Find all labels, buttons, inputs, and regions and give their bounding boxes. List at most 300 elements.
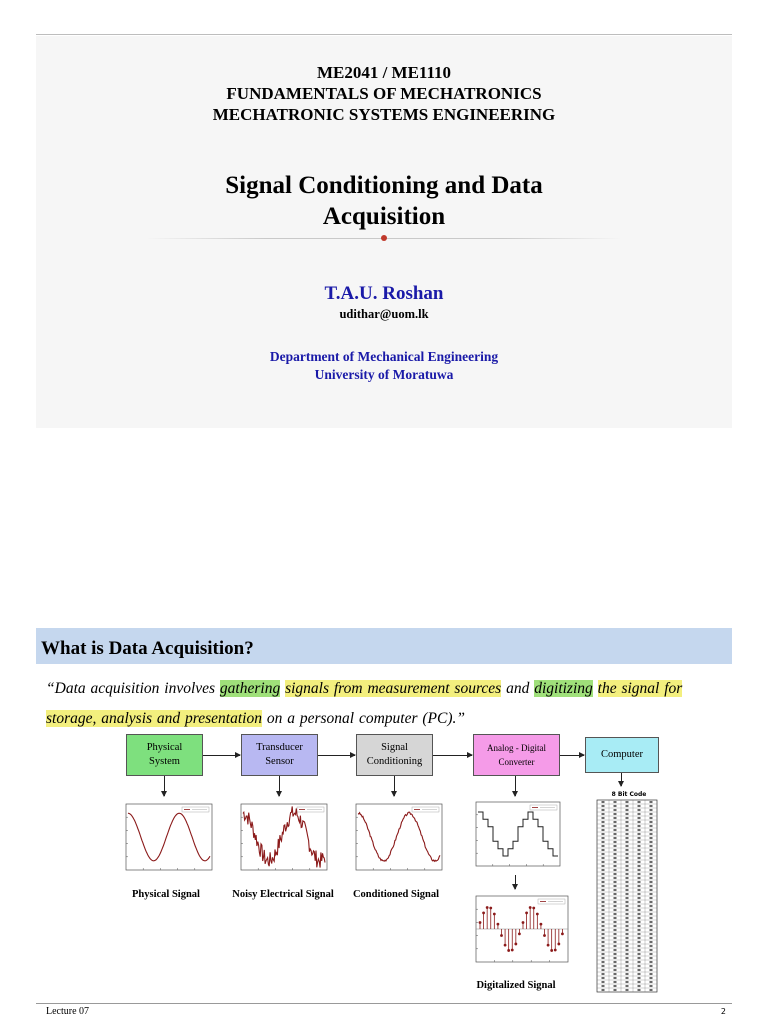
- slide-header-bar: [36, 628, 732, 664]
- table-cell-mark: [614, 813, 617, 815]
- caption-noisy-signal: Noisy Electrical Signal: [232, 889, 334, 900]
- table-cell-mark: [602, 961, 605, 963]
- block-label: Signal: [381, 742, 408, 753]
- course-name: FUNDAMENTALS OF MECHATRONICS: [226, 84, 542, 103]
- quantized-signal-plot: [464, 798, 564, 878]
- table-cell-mark: [626, 889, 629, 891]
- table-cell-mark: [650, 865, 653, 867]
- table-cell-mark: [602, 861, 605, 863]
- table-cell-mark: [602, 973, 605, 975]
- table-cell-mark: [650, 881, 653, 883]
- table-cell-mark: [650, 989, 653, 991]
- table-cell-mark: [650, 805, 653, 807]
- table-cell-mark: [638, 925, 641, 927]
- table-cell-mark: [614, 977, 617, 979]
- table-cell-mark: [614, 817, 617, 819]
- table-cell-mark: [614, 921, 617, 923]
- table-cell-mark: [638, 869, 641, 871]
- table-cell-mark: [650, 877, 653, 879]
- course-header: [36, 62, 732, 125]
- block-label: Transducer: [256, 742, 303, 753]
- table-cell-mark: [626, 813, 629, 815]
- physical-signal-plot: [116, 798, 216, 883]
- table-cell-mark: [638, 857, 641, 859]
- table-cell-mark: [602, 941, 605, 943]
- down-arrow: [164, 776, 165, 796]
- stem-marker: [493, 913, 496, 916]
- table-cell-mark: [650, 869, 653, 871]
- table-cell-mark: [650, 933, 653, 935]
- table-cell-mark: [650, 889, 653, 891]
- table-cell-mark: [650, 893, 653, 895]
- table-cell-mark: [614, 877, 617, 879]
- table-cell-mark: [650, 885, 653, 887]
- table-cell-mark: [638, 833, 641, 835]
- program-name: MECHATRONIC SYSTEMS ENGINEERING: [212, 105, 556, 124]
- bit-code-table: [596, 799, 662, 993]
- table-cell-mark: [650, 973, 653, 975]
- table-cell-mark: [638, 889, 641, 891]
- table-cell-mark: [626, 985, 629, 987]
- table-cell-mark: [638, 885, 641, 887]
- table-cell-mark: [614, 953, 617, 955]
- table-cell-mark: [638, 841, 641, 843]
- table-cell-mark: [602, 949, 605, 951]
- stem-marker: [525, 911, 528, 914]
- table-cell-mark: [626, 841, 629, 843]
- table-cell-mark: [614, 805, 617, 807]
- table-cell-mark: [614, 937, 617, 939]
- table-cell-mark: [614, 941, 617, 943]
- table-cell-mark: [650, 937, 653, 939]
- highlight-digitizing: digitizing: [534, 680, 593, 697]
- table-cell-mark: [614, 913, 617, 915]
- table-cell-mark: [638, 989, 641, 991]
- table-cell-mark: [626, 973, 629, 975]
- table-cell-mark: [650, 821, 653, 823]
- stem-marker: [522, 921, 525, 924]
- table-cell-mark: [614, 853, 617, 855]
- table-cell-mark: [638, 849, 641, 851]
- stem-marker: [554, 949, 557, 952]
- table-cell-mark: [650, 945, 653, 947]
- table-cell-mark: [614, 865, 617, 867]
- table-cell-mark: [614, 969, 617, 971]
- table-cell-mark: [626, 977, 629, 979]
- table-cell-mark: [638, 941, 641, 943]
- table-cell-mark: [638, 945, 641, 947]
- table-cell-mark: [650, 921, 653, 923]
- stem-marker: [540, 923, 543, 926]
- table-cell-mark: [638, 853, 641, 855]
- table-cell-mark: [650, 961, 653, 963]
- divider-dot: [381, 235, 387, 241]
- table-cell-mark: [602, 833, 605, 835]
- table-cell-mark: [614, 981, 617, 983]
- signal-conditioning-block: [356, 734, 433, 776]
- table-cell-mark: [614, 893, 617, 895]
- table-cell-mark: [638, 817, 641, 819]
- page-number: 2: [720, 1007, 726, 1016]
- table-cell-mark: [626, 913, 629, 915]
- table-cell-mark: [614, 925, 617, 927]
- table-cell-mark: [650, 845, 653, 847]
- stem-marker: [557, 943, 560, 946]
- table-cell-mark: [626, 837, 629, 839]
- table-cell-mark: [602, 885, 605, 887]
- digitalized-signal-plot: [464, 890, 572, 980]
- table-cell-mark: [614, 957, 617, 959]
- table-cell-mark: [650, 853, 653, 855]
- table-cell-mark: [650, 809, 653, 811]
- table-cell-mark: [650, 981, 653, 983]
- table-cell-mark: [602, 913, 605, 915]
- stem-marker: [529, 906, 532, 909]
- table-cell-mark: [638, 933, 641, 935]
- table-cell-mark: [614, 917, 617, 919]
- table-cell-mark: [650, 949, 653, 951]
- table-cell-mark: [614, 973, 617, 975]
- author-email: udithar@uom.lk: [339, 307, 429, 321]
- table-cell-mark: [614, 885, 617, 887]
- table-cell-mark: [626, 989, 629, 991]
- table-cell-mark: [614, 801, 617, 803]
- table-cell-mark: [614, 821, 617, 823]
- stem-marker: [479, 921, 482, 924]
- table-cell-mark: [602, 929, 605, 931]
- table-cell-mark: [602, 817, 605, 819]
- table-cell-mark: [614, 845, 617, 847]
- table-cell-mark: [650, 897, 653, 899]
- table-cell-mark: [638, 829, 641, 831]
- table-cell-mark: [638, 881, 641, 883]
- table-cell-mark: [638, 861, 641, 863]
- flow-arrow: [560, 755, 584, 756]
- bit-code-title: 8 Bit Code: [611, 791, 647, 798]
- table-cell-mark: [650, 833, 653, 835]
- table-cell-mark: [626, 849, 629, 851]
- table-cell-mark: [638, 973, 641, 975]
- flow-arrow: [318, 755, 355, 756]
- table-cell-mark: [650, 857, 653, 859]
- table-cell-mark: [626, 905, 629, 907]
- table-cell-mark: [638, 877, 641, 879]
- table-cell-mark: [650, 969, 653, 971]
- content-slide: [36, 628, 732, 1020]
- table-cell-mark: [602, 865, 605, 867]
- table-cell-mark: [602, 809, 605, 811]
- transducer-sensor-block: [241, 734, 318, 776]
- stem-marker: [507, 949, 510, 952]
- table-cell-mark: [614, 837, 617, 839]
- computer-block: [585, 737, 659, 773]
- block-label: Analog - Digital: [487, 743, 546, 753]
- block-label: System: [149, 756, 180, 767]
- table-cell-mark: [638, 897, 641, 899]
- plot-frame: [356, 804, 442, 870]
- caption-physical-signal: Physical Signal: [132, 889, 200, 900]
- table-cell-mark: [602, 845, 605, 847]
- stem-marker: [550, 949, 553, 952]
- caption-conditioned-signal: Conditioned Signal: [352, 889, 440, 900]
- highlight-storage: the signal for storage, analysis and presentation: [46, 680, 683, 727]
- table-cell-mark: [602, 981, 605, 983]
- table-cell-mark: [650, 941, 653, 943]
- table-cell-mark: [638, 905, 641, 907]
- table-cell-mark: [626, 981, 629, 983]
- table-cell-mark: [638, 937, 641, 939]
- table-cell-mark: [614, 909, 617, 911]
- table-cell-mark: [602, 965, 605, 967]
- stem-marker: [532, 907, 535, 910]
- slide-footer: [36, 1003, 732, 1020]
- table-cell-mark: [626, 901, 629, 903]
- department: Department of Mechanical Engineering: [269, 349, 499, 364]
- table-cell-mark: [626, 945, 629, 947]
- affiliation: [36, 348, 732, 384]
- page-top-rule: [36, 34, 732, 35]
- quote-text: and: [501, 680, 535, 697]
- table-cell-mark: [602, 921, 605, 923]
- down-arrow: [515, 776, 516, 796]
- table-cell-mark: [602, 821, 605, 823]
- table-cell-mark: [650, 817, 653, 819]
- table-cell-mark: [602, 933, 605, 935]
- stem-marker: [489, 907, 492, 910]
- stem-marker: [547, 944, 550, 947]
- table-cell-mark: [602, 801, 605, 803]
- table-cell-mark: [638, 813, 641, 815]
- table-cell-mark: [614, 873, 617, 875]
- table-cell-mark: [602, 917, 605, 919]
- stem-marker: [536, 913, 539, 916]
- table-cell-mark: [614, 809, 617, 811]
- table-cell-mark: [650, 861, 653, 863]
- table-cell-mark: [626, 921, 629, 923]
- table-cell-mark: [602, 937, 605, 939]
- table-cell-mark: [614, 897, 617, 899]
- down-arrow: [279, 776, 280, 796]
- table-cell-mark: [614, 965, 617, 967]
- table-cell-mark: [614, 945, 617, 947]
- table-cell-mark: [602, 881, 605, 883]
- table-cell-mark: [638, 953, 641, 955]
- table-cell-mark: [650, 925, 653, 927]
- table-cell-mark: [638, 949, 641, 951]
- table-cell-mark: [650, 977, 653, 979]
- table-cell-mark: [626, 909, 629, 911]
- table-cell-mark: [638, 893, 641, 895]
- table-cell-mark: [638, 873, 641, 875]
- table-cell-mark: [650, 841, 653, 843]
- table-cell-mark: [626, 917, 629, 919]
- table-cell-mark: [626, 817, 629, 819]
- table-cell-mark: [602, 989, 605, 991]
- table-cell-mark: [626, 869, 629, 871]
- table-cell-mark: [626, 833, 629, 835]
- table-cell-mark: [638, 909, 641, 911]
- block-label: Computer: [601, 749, 643, 760]
- table-cell-mark: [626, 969, 629, 971]
- quote-text: on a personal computer (PC).”: [261, 710, 466, 727]
- table-cell-mark: [650, 957, 653, 959]
- table-cell-mark: [650, 985, 653, 987]
- table-cell-mark: [638, 821, 641, 823]
- highlight-gathering: gathering: [219, 680, 281, 697]
- table-cell-mark: [626, 961, 629, 963]
- physical-system-block: [126, 734, 203, 776]
- caption-digitalized-signal: Digitalized Signal: [476, 980, 556, 991]
- stem-marker: [500, 934, 503, 937]
- table-cell-mark: [614, 889, 617, 891]
- table-cell-mark: [626, 865, 629, 867]
- table-cell-mark: [626, 857, 629, 859]
- table-cell-mark: [602, 953, 605, 955]
- table-cell-mark: [638, 845, 641, 847]
- table-cell-mark: [626, 885, 629, 887]
- table-cell-mark: [626, 949, 629, 951]
- table-cell-mark: [626, 801, 629, 803]
- table-cell-mark: [650, 905, 653, 907]
- table-cell-mark: [626, 861, 629, 863]
- table-cell-mark: [614, 841, 617, 843]
- table-cell-mark: [602, 905, 605, 907]
- stem-marker: [486, 906, 489, 909]
- table-cell-mark: [626, 897, 629, 899]
- table-cell-mark: [638, 921, 641, 923]
- table-cell-mark: [650, 901, 653, 903]
- table-cell-mark: [626, 809, 629, 811]
- table-cell-mark: [626, 853, 629, 855]
- table-cell-mark: [650, 913, 653, 915]
- lecture-label: Lecture 07: [46, 1006, 90, 1017]
- table-cell-mark: [602, 841, 605, 843]
- table-cell-mark: [602, 897, 605, 899]
- title-slide: [36, 36, 732, 428]
- table-cell-mark: [638, 901, 641, 903]
- block-label: Conditioning: [366, 756, 423, 767]
- table-cell-mark: [602, 877, 605, 879]
- lecture-title-line2: Acquisition: [322, 203, 446, 230]
- table-cell-mark: [626, 821, 629, 823]
- table-cell-mark: [602, 977, 605, 979]
- table-cell-mark: [650, 965, 653, 967]
- table-cell-mark: [638, 837, 641, 839]
- lecture-title-line1: Signal Conditioning and Data: [225, 172, 543, 199]
- table-cell-mark: [626, 941, 629, 943]
- table-cell-mark: [650, 909, 653, 911]
- definition-quote: [46, 674, 726, 734]
- table-cell-mark: [614, 989, 617, 991]
- table-cell-mark: [650, 929, 653, 931]
- plot-frame: [126, 804, 212, 870]
- table-cell-mark: [614, 829, 617, 831]
- stem-marker: [511, 949, 514, 952]
- table-cell-mark: [638, 865, 641, 867]
- table-cell-mark: [638, 965, 641, 967]
- table-cell-mark: [614, 961, 617, 963]
- stem-marker: [518, 932, 521, 935]
- table-cell-mark: [602, 893, 605, 895]
- down-arrow: [621, 773, 622, 786]
- table-cell-mark: [602, 985, 605, 987]
- table-cell-mark: [614, 905, 617, 907]
- table-cell-mark: [614, 857, 617, 859]
- table-cell-mark: [626, 957, 629, 959]
- table-cell-mark: [602, 969, 605, 971]
- table-cell-mark: [650, 801, 653, 803]
- table-cell-mark: [626, 881, 629, 883]
- table-cell-mark: [638, 977, 641, 979]
- table-cell-mark: [626, 805, 629, 807]
- lecture-title: [36, 170, 732, 232]
- block-label: Sensor: [265, 756, 294, 767]
- table-cell-mark: [638, 801, 641, 803]
- course-code: ME2041 / ME1110: [316, 63, 452, 82]
- table-cell-mark: [650, 813, 653, 815]
- stem-marker: [482, 911, 485, 914]
- table-cell-mark: [638, 809, 641, 811]
- table-cell-mark: [602, 869, 605, 871]
- table-cell-mark: [626, 825, 629, 827]
- table-cell-mark: [638, 825, 641, 827]
- table-cell-mark: [614, 869, 617, 871]
- conditioned-signal-plot: [346, 798, 446, 883]
- table-cell-mark: [614, 861, 617, 863]
- table-cell-mark: [614, 933, 617, 935]
- table-cell-mark: [602, 909, 605, 911]
- table-cell-mark: [638, 969, 641, 971]
- table-cell-mark: [638, 917, 641, 919]
- table-cell-mark: [626, 873, 629, 875]
- table-cell-mark: [602, 825, 605, 827]
- stem-marker: [561, 932, 564, 935]
- table-cell-mark: [650, 873, 653, 875]
- table-cell-mark: [602, 829, 605, 831]
- block-label: Physical: [146, 742, 183, 753]
- stem-marker: [504, 944, 507, 947]
- quote-text: “Data acquisition involves: [46, 680, 220, 697]
- highlight-signals: signals from measurement sources: [285, 680, 502, 697]
- table-cell-mark: [638, 957, 641, 959]
- table-cell-mark: [638, 805, 641, 807]
- table-cell-mark: [602, 889, 605, 891]
- table-cell-mark: [614, 901, 617, 903]
- stem-marker: [497, 923, 500, 926]
- table-cell-mark: [650, 849, 653, 851]
- table-cell-mark: [602, 813, 605, 815]
- table-cell-mark: [602, 901, 605, 903]
- author-name: T.A.U. Roshan: [324, 283, 444, 304]
- table-cell-mark: [614, 825, 617, 827]
- table-cell-mark: [602, 957, 605, 959]
- adc-block: [473, 734, 560, 776]
- university: University of Moratuwa: [314, 367, 454, 382]
- stem-marker: [543, 934, 546, 937]
- table-cell-mark: [614, 985, 617, 987]
- table-cell-mark: [626, 929, 629, 931]
- down-arrow: [394, 776, 395, 796]
- table-cell-mark: [614, 949, 617, 951]
- table-cell-mark: [626, 893, 629, 895]
- table-cell-mark: [602, 857, 605, 859]
- table-cell-mark: [626, 925, 629, 927]
- table-cell-mark: [602, 853, 605, 855]
- table-cell-mark: [638, 929, 641, 931]
- table-cell-mark: [602, 849, 605, 851]
- table-cell-mark: [638, 981, 641, 983]
- table-cell-mark: [614, 929, 617, 931]
